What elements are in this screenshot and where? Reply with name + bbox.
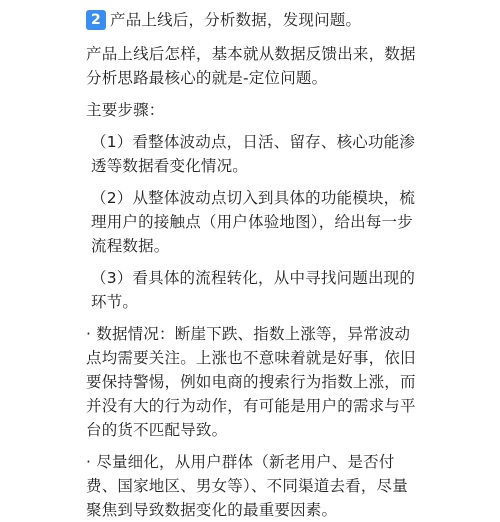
text-line: （3）看具体的流程转化，从中寻找问题出现的 (91, 269, 416, 287)
text-line: 产品上线后怎样，基本就从数据反馈出来，数据 (86, 45, 416, 63)
text-line: 分析思路最核心的就是-定位问题。 (86, 69, 328, 87)
bullet-data-situation (86, 322, 480, 442)
step-2-paragraph (86, 186, 480, 258)
text-line: 环节。 (91, 293, 139, 311)
text-line: 点均需要关注。上涨也不意味着就是好事，依旧 (86, 349, 416, 367)
text-line: 并没有大的行为动作，有可能是用户的需求与平 (86, 397, 416, 415)
text-line: 要保持警惕，例如电商的搜索行为指数上涨，而 (86, 373, 416, 391)
step-1-paragraph (86, 130, 480, 178)
step-3-paragraph (86, 266, 480, 314)
text-line: （2）从整体波动点切入到具体的功能模块，梳 (91, 189, 416, 207)
text-line: 理用户的接触点（用户体验地图），给出每一步 (91, 213, 413, 231)
steps-title: 主要步骤： (86, 101, 165, 119)
text-line: 费、国家地区、男女等）、不同渠道去看，尽量 (86, 477, 408, 495)
text-line: · 数据情况：断崖下跌、指数上涨等，异常波动 (86, 325, 411, 343)
bullet-refine (86, 450, 480, 522)
intro-paragraph (86, 42, 480, 90)
section-title: 产品上线后，分析数据，发现问题。 (110, 11, 362, 29)
text-line: 台的货不匹配导致。 (86, 421, 228, 439)
number-2-badge-icon: 2 (86, 10, 106, 30)
text-line: · 尽量细化，从用户群体（新老用户、是否付 (86, 453, 395, 471)
section-heading (86, 8, 480, 32)
steps-title-paragraph (86, 98, 480, 122)
text-line: （1）看整体波动点，日活、留存、核心功能渗 (91, 133, 416, 151)
text-line: 流程数据。 (91, 237, 170, 255)
text-line: 聚焦到导致数据变化的最重要因素。 (86, 501, 338, 519)
text-line: 透等数据看变化情况。 (91, 157, 249, 175)
